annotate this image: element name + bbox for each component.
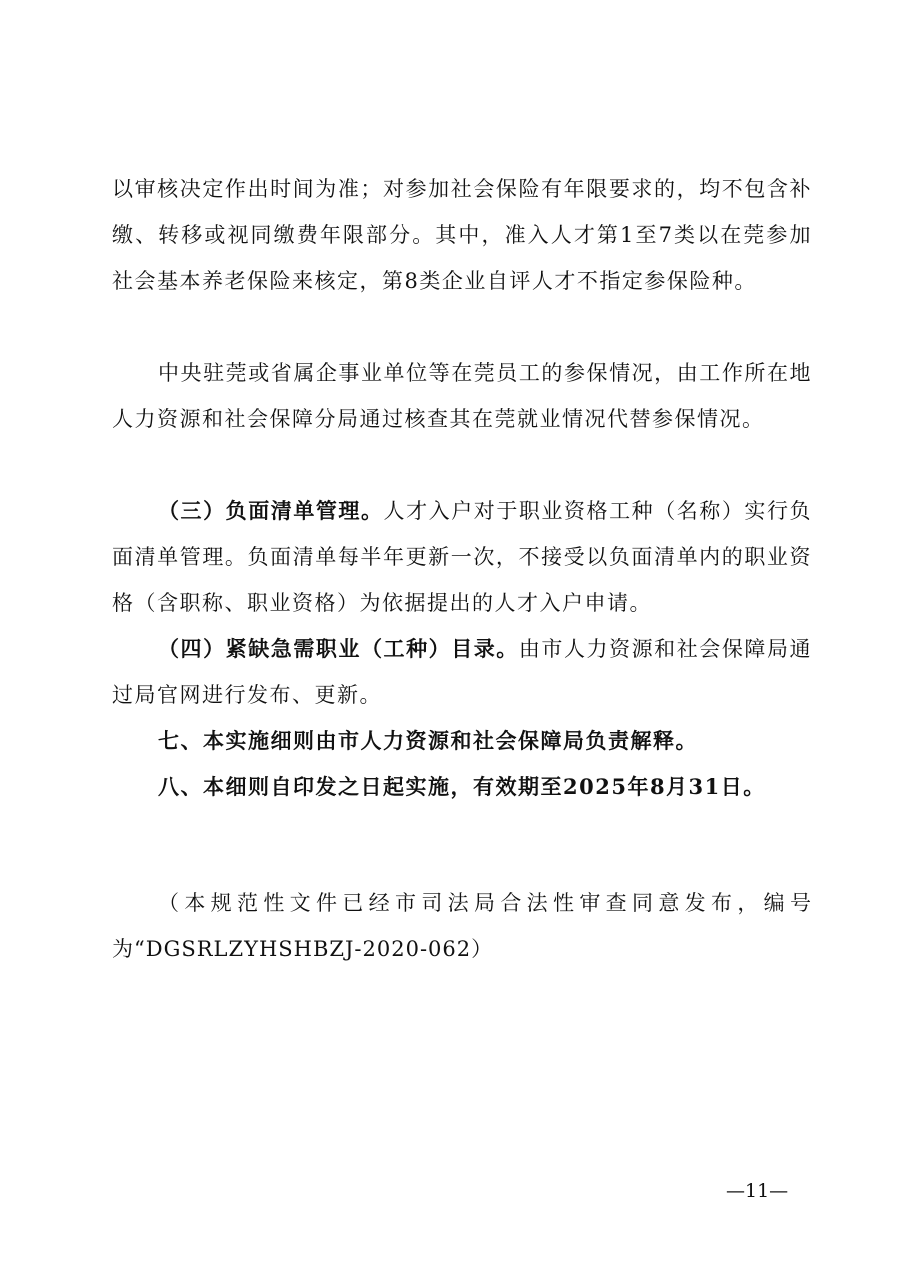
paragraph-shortage-occupations-body: 由市人力资源和社会保障局通过局官网进行发布、更新。: [112, 637, 813, 707]
paragraph-negative-list: [112, 488, 812, 626]
paragraph-central-enterprises: 中央驻莞或省属企事业单位等在莞员工的参保情况，由工作所在地人力资源和社会保障分局通过核查其在莞就业情况代替参保情况。: [112, 361, 812, 431]
page-number: —11—: [726, 1180, 789, 1202]
article-seven-interpretation: 七、本实施细则由市人力资源和社会保障局负责解释。: [158, 728, 698, 753]
paragraph-shortage-occupations: [112, 626, 812, 718]
article-eight-effective-date: 八、本细则自印发之日起实施，有效期至2025年8月31日。: [158, 774, 766, 799]
section-heading-shortage-occupations: （四）紧缺急需职业（工种）目录。: [158, 636, 519, 661]
paragraph-negative-list-body: 人才入户对于职业资格工种（名称）实行负面清单管理。负面清单每半年更新一次，不接受以负面清单内的职业资格（含职称、职业资格）为依据提出的人才入户申请。: [112, 499, 813, 615]
legal-review-note: （本规范性文件已经市司法局合法性审查同意发布，编号为“DGSRLZYHSHBZJ-2020-062）: [112, 891, 812, 961]
paragraph-social-insurance-rules: 以审核决定作出时间为准；对参加社会保险有年限要求的，均不包含补缴、转移或视同缴费年限部分。其中，准入人才第1至7类以在莞参加社会基本养老保险来核定，第8类企业自评人才不指定参保险种。: [112, 177, 812, 293]
section-heading-negative-list: （三）负面清单管理。: [158, 498, 384, 523]
